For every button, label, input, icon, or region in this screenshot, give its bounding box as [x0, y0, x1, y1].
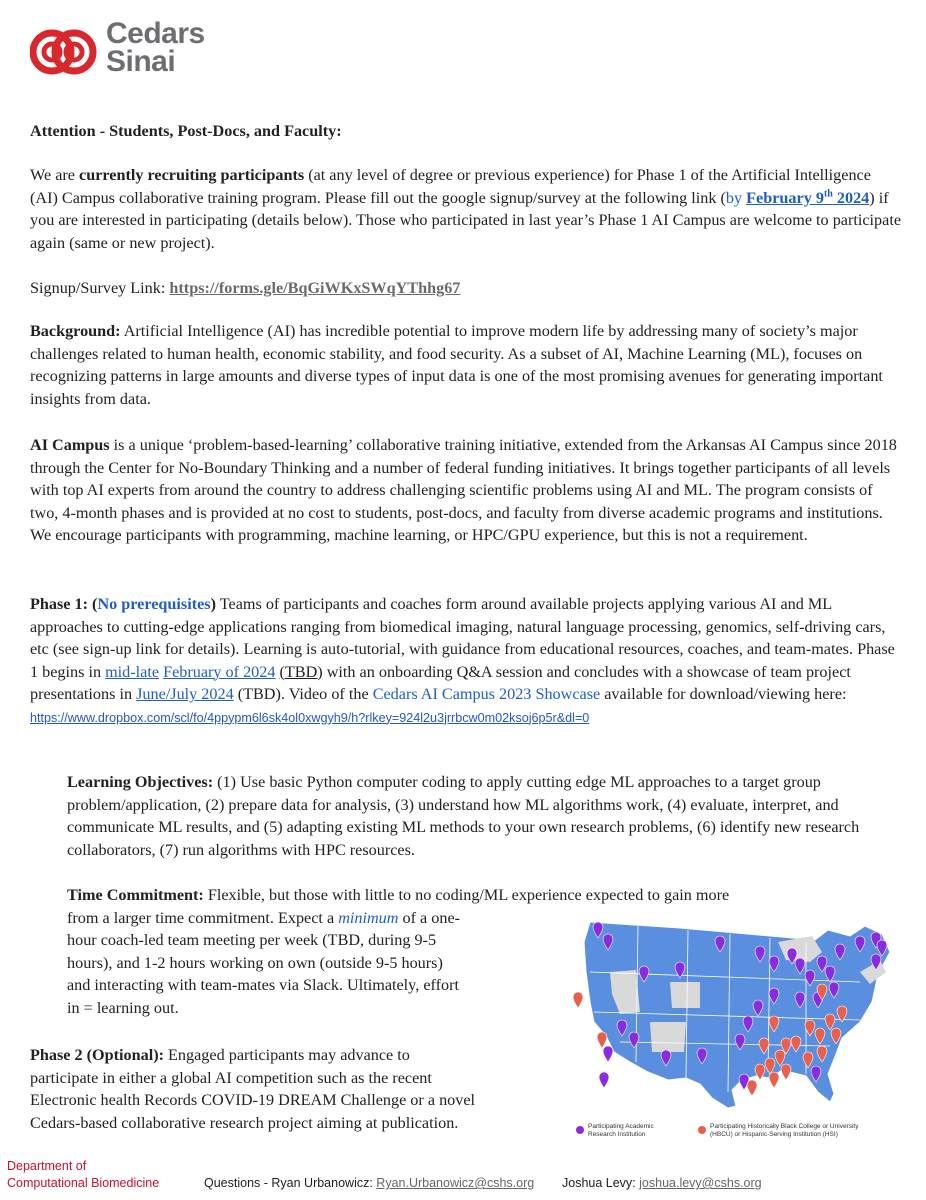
- time-line2b: of a one-: [398, 908, 461, 927]
- time-line5: and interacting with team-mates via Slack. Ultimately, effort: [67, 976, 459, 994]
- joshua-email-link[interactable]: joshua.levy@cshs.org: [639, 1176, 762, 1190]
- cedars-sinai-logo: [30, 17, 230, 86]
- campus-title: AI Campus: [30, 436, 110, 454]
- phase1-title: Phase 1: (: [30, 595, 98, 613]
- no-prereq-label: No prerequisites: [97, 595, 211, 613]
- legend-purple-1: Participating Academic: [588, 1123, 654, 1130]
- phase2-line2: participate in either a global AI competition such as the recent: [30, 1068, 432, 1087]
- intro-paragraph: [30, 164, 902, 254]
- attention-heading: [30, 120, 902, 143]
- phase1-paragraph: [30, 593, 902, 729]
- joshua-label: Joshua Levy:: [562, 1176, 640, 1190]
- intro-text-2: (at any level of degree or previous experience) for Phase 1 of the Artificial Intelligence (AI) Campus collaborative training program. Please fill out the google signup/survey at the following link (: [30, 166, 871, 207]
- cedars-sinai-logo-icon: [30, 24, 98, 80]
- campus-paragraph: [30, 434, 902, 547]
- questions-contact: [204, 1176, 534, 1190]
- red-pin-1: [597, 1032, 607, 1048]
- phase1-tbd: (TBD): [279, 662, 323, 681]
- red-pin-18: [747, 1080, 757, 1096]
- red-pin-16: [755, 1064, 765, 1080]
- background-title: Background:: [30, 322, 121, 340]
- objectives-title: Learning Objectives:: [67, 773, 214, 791]
- footer: [0, 1158, 926, 1198]
- phase1-text-2: with an onboarding Q&A session and concludes with a showcase of team project presentations in: [30, 662, 851, 703]
- department-label: [7, 1158, 159, 1192]
- time-line4: hours), and 1-2 hours working on own (outside 9-5 hours): [67, 953, 443, 972]
- phase2-line3: Electronic health Records COVID-19 DREAM Challenge or a novel: [30, 1091, 476, 1109]
- dept-line1: Department of: [7, 1159, 87, 1173]
- intro-text-1: We are: [30, 166, 80, 184]
- intro-by: by: [725, 188, 747, 207]
- joshua-contact: [562, 1176, 762, 1190]
- phase2-title: Phase 2 (Optional):: [30, 1046, 164, 1064]
- june-july-link[interactable]: June/July 2024: [136, 685, 234, 703]
- map-legend: [576, 1123, 859, 1138]
- logo-line1: Cedars: [106, 17, 205, 50]
- dept-line2: Computational Biomedicine: [7, 1176, 160, 1190]
- minimum-text: minimum: [338, 908, 399, 927]
- phase2-line4: Cedars-based collaborative research project aiming at publication.: [30, 1113, 459, 1132]
- time-line3: hour coach-led team meeting per week (TBD, during 9-5: [67, 931, 437, 949]
- logo-line2: Sinai: [106, 45, 176, 78]
- objectives-paragraph: [67, 771, 902, 861]
- phase1-close-paren: ): [210, 595, 216, 613]
- purple-pin-31: [599, 1072, 609, 1088]
- background-paragraph: [30, 320, 902, 410]
- signup-survey-link[interactable]: https://forms.gle/BqGiWKxSWqYThhg67: [169, 279, 461, 297]
- red-pin-11: [781, 1064, 791, 1080]
- phase1-text-3: (TBD). Video of the: [233, 685, 373, 703]
- time-title: Time Commitment:: [67, 886, 204, 904]
- phase1-text-4: available for download/viewing here:: [600, 685, 847, 703]
- intro-text-3: ) if you are interested in participating (details below). Those who participated in last year’s Phase 1 AI Campus are welcome to participate again (same or new project).: [30, 188, 902, 252]
- attention-text: Attention - Students, Post-Docs, and Faculty:: [30, 122, 342, 140]
- legend-purple-marker: [576, 1126, 584, 1134]
- time-line6: in = learning out.: [67, 998, 179, 1017]
- background-text: Artificial Intelligence (AI) has incredible potential to improve modern life by addressing many of society’s major challenges related to human health, economic stability, and food security. As a subset of AI, Machine Learning (ML), focuses on recognizing patterns in large amounts and diverse types of input data is one of the most promising avenues for generating important insights from data.: [30, 322, 883, 408]
- objectives-text: (1) Use basic Python computer coding to apply cutting edge ML approaches to a target group problem/application, (2) prepare data for analysis, (3) understand how ML algorithms work, (4) evaluate, interpret, and communicate ML results, and (5) adapting existing ML methods to your own research problems, (6) identify new research collaborators, (7) run algorithms with HPC resources.: [67, 773, 860, 859]
- red-pin-17: [769, 1072, 779, 1088]
- phase2-line1: Engaged participants may advance to: [164, 1046, 410, 1064]
- red-pin-0: [573, 992, 583, 1008]
- questions-label: Questions - Ryan Urbanowicz:: [204, 1176, 377, 1190]
- logo-wordmark: [106, 17, 205, 78]
- legend-purple-2: Research Institution: [588, 1131, 646, 1138]
- time-text-1: Flexible, but those with little to no coding/ML experience expected to gain more: [203, 886, 730, 904]
- campus-text: is a unique ‘problem-based-learning’ collaborative training initiative, extended from the Arkansas AI Campus since 2018 through the Center for No-Boundary Thinking and a number of federal funding initiatives. It brings together participants of all levels with top AI experts from around the country to address challenging scientific problems using AI and ML. The program consists of two, 4-month phases and is provided at no cost to students, post-docs, and faculty from diverse academic programs and institutions. We encourage participants with programming, machine learning, or HPC/GPU experience, but this is not a requirement.: [30, 436, 897, 544]
- time-line2a: from a larger time commitment. Expect a: [67, 908, 339, 927]
- feb-2024-link[interactable]: February of 2024: [163, 662, 276, 681]
- us-institutions-map: [560, 912, 915, 1152]
- dropbox-link[interactable]: https://www.dropbox.com/scl/fo/4ppypm6l6sk4ol0xwgyh9/h?rlkey=924l2u3jrrbcw0m02ksoj6p5r&dl=0: [30, 710, 590, 725]
- legend-red-2: (HBCU) or Hispanic-Serving Institution (HSI): [710, 1131, 838, 1138]
- purple-pin-28: [603, 1046, 613, 1062]
- ryan-email-link[interactable]: Ryan.Urbanowicz@cshs.org: [376, 1176, 535, 1190]
- signup-line: [30, 277, 902, 300]
- signup-label: Signup/Survey Link:: [30, 279, 170, 297]
- legend-red-marker: [698, 1126, 706, 1134]
- legend-red-1: Participating Historically Black College or University: [710, 1123, 859, 1130]
- showcase-title: Cedars AI Campus 2023 Showcase: [372, 685, 601, 703]
- intro-bold: currently recruiting participants: [79, 166, 305, 184]
- phase1-text-1: Teams of participants and coaches form around available projects applying various AI and ML approaches to cutting-edge applications ranging from biomedical imaging, natural language processing, genomics, self-driving cars, etc (see sign-up link for details). Learning is auto-tutorial, with guidance from educational resources, coaches, and team-mates. Phase 1 begins in: [30, 595, 895, 681]
- deadline-link[interactable]: February 9th 2024: [746, 188, 870, 207]
- mid-late-link[interactable]: mid-late: [105, 662, 160, 681]
